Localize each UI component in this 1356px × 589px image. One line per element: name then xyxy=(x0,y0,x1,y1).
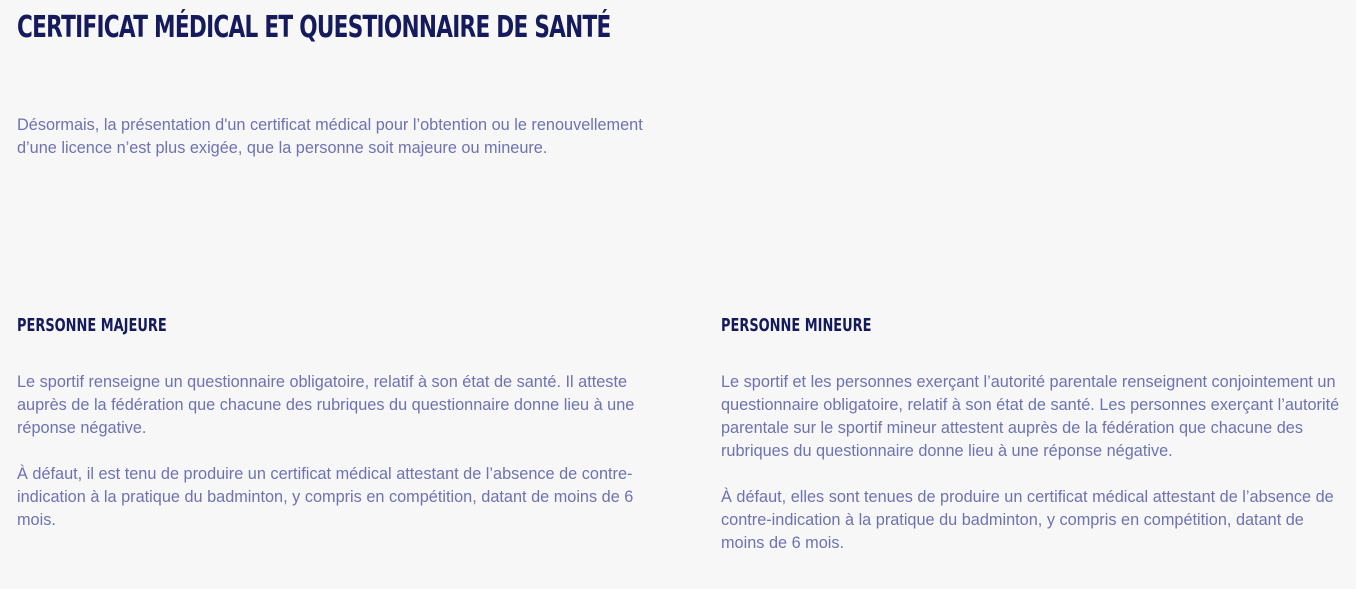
section-heading-personne-mineure: PERSONNE MINEURE xyxy=(721,315,872,336)
section-paragraph: Le sportif renseigne un questionnaire obligatoire, relatif à son état de santé. Il atteste auprès de la fédération que chacune des rubriques du questionnaire donne lieu à une réponse négative. xyxy=(17,373,635,437)
section-heading-personne-majeure: PERSONNE MAJEURE xyxy=(17,315,167,336)
section-paragraph: Le sportif et les personnes exerçant l’autorité parentale renseignent conjointement un questionnaire obligatoire, relatif à son état de santé. Les personnes exerçant l’autorité parentale sur le sportif mineur attestent auprès de la fédération que chacune des rubriques du questionnaire donne lieu à une réponse négative. xyxy=(721,373,1340,460)
section-paragraph: À défaut, il est tenu de produire un certificat médical attestant de l’absence de contre-indication à la pratique du badminton, y compris en compétition, datant de moins de 6 mois. xyxy=(17,465,634,529)
section-body-personne-mineure xyxy=(721,371,1351,578)
intro-paragraph: Désormais, la présentation d'un certificat médical pour l’obtention ou le renouvellement d’une licence n’est plus exigée, que la personne soit majeure ou mineure. xyxy=(17,116,643,157)
section-paragraph: À défaut, elles sont tenues de produire un certificat médical attestant de l’absence de contre-indication à la pratique du badminton, y compris en compétition, datant de moins de 6 mois. xyxy=(721,488,1334,552)
section-body-personne-majeure xyxy=(17,371,657,555)
page-title: CERTIFICAT MÉDICAL ET QUESTIONNAIRE DE SANTÉ xyxy=(17,10,611,45)
